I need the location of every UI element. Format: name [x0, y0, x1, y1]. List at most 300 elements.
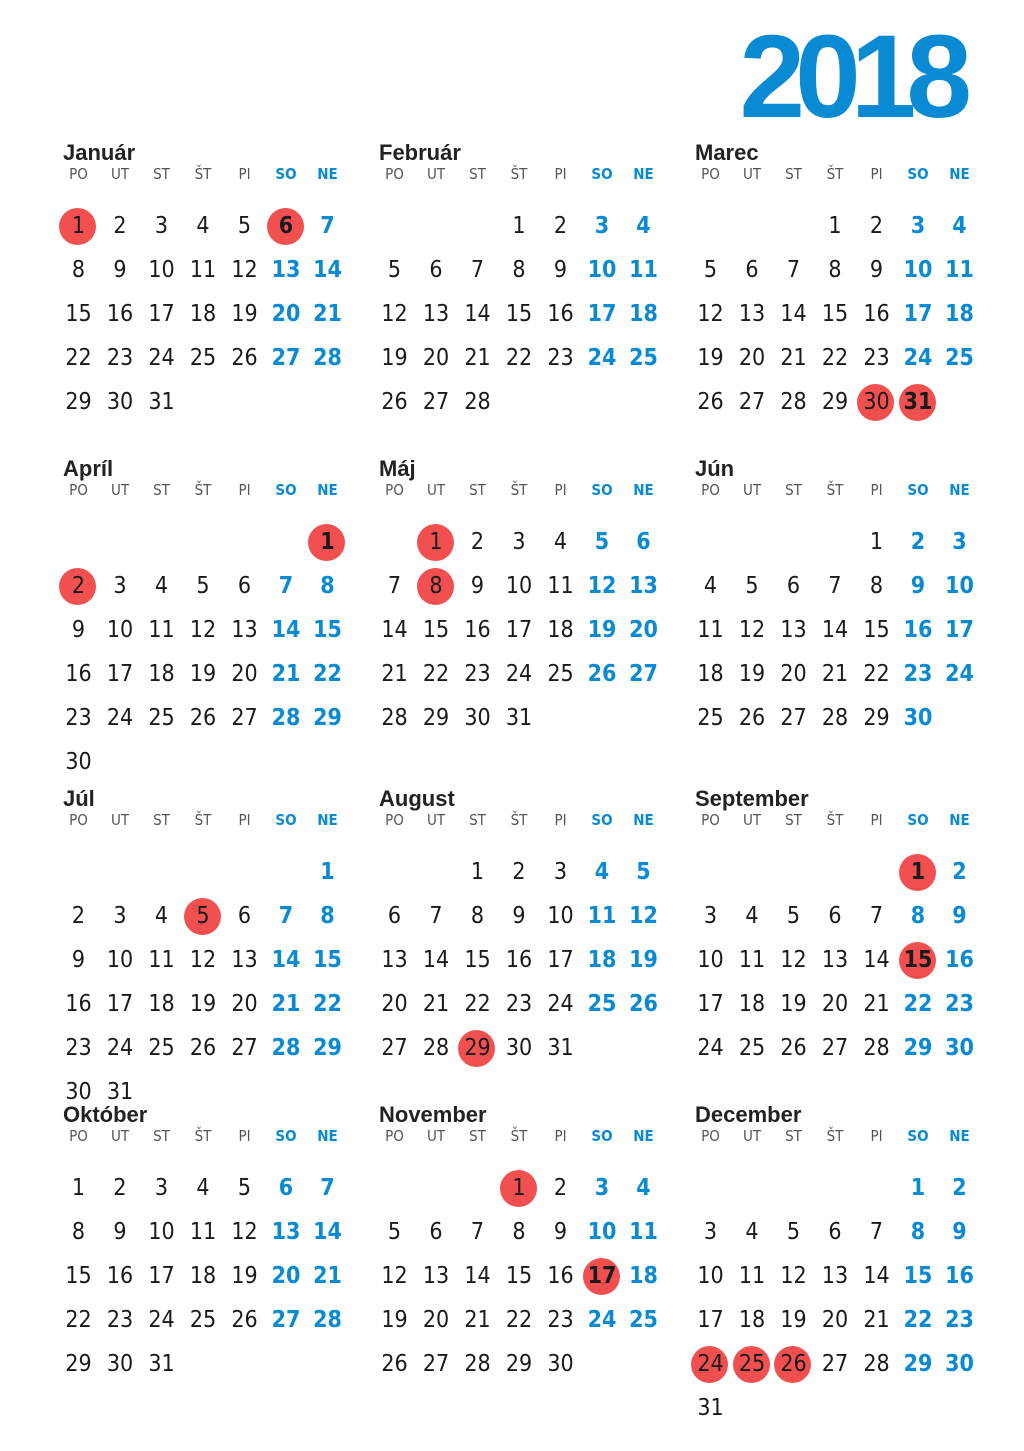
- day-cell: 10: [547, 903, 574, 929]
- year-title: 2018: [739, 11, 962, 143]
- day-cell: 6: [828, 1219, 842, 1245]
- day-cell: 11: [587, 903, 617, 929]
- day-cell: 13: [231, 617, 258, 643]
- day-cell: 10: [945, 573, 974, 599]
- day-cell: 18: [945, 301, 974, 327]
- day-cell: 17: [697, 1307, 724, 1333]
- day-cell: 7: [387, 573, 402, 599]
- day-cell: 14: [780, 301, 807, 327]
- weekday-header: NE: [949, 165, 970, 183]
- holiday-day: 1: [58, 206, 99, 246]
- day-cell: 12: [231, 1219, 258, 1245]
- day-cell: 29: [65, 1351, 92, 1377]
- day-cell: 12: [629, 903, 658, 929]
- day-cell: 23: [903, 661, 933, 687]
- month-name: December: [695, 1102, 802, 1127]
- day-cell: 21: [464, 345, 491, 371]
- day-cell: 26: [629, 991, 658, 1017]
- day-cell: 29: [863, 705, 890, 731]
- day-cell: 5: [786, 903, 801, 929]
- day-cell: 12: [381, 301, 408, 327]
- day-cell: 24: [587, 345, 617, 371]
- day-cell: 17: [587, 301, 617, 327]
- day-cell: 26: [381, 389, 408, 415]
- day-cell: 26: [697, 389, 724, 415]
- day-cell: 31: [547, 1035, 574, 1061]
- day-cell: 23: [945, 1307, 974, 1333]
- day-cell: 17: [547, 947, 574, 973]
- month-name: Február: [379, 140, 461, 165]
- day-cell: 31: [697, 1395, 724, 1421]
- weekday-header: PI: [870, 811, 883, 829]
- day-cell: 4: [154, 573, 169, 599]
- day-cell: 30: [106, 389, 134, 415]
- weekday-header: PI: [554, 1127, 567, 1145]
- day-cell: 30: [945, 1351, 974, 1377]
- day-cell: 7: [786, 257, 801, 283]
- day-cell: 29: [313, 1035, 342, 1061]
- weekday-header: SO: [275, 165, 297, 183]
- day-cell: 19: [780, 991, 807, 1017]
- month-name: Júl: [63, 786, 95, 811]
- day-cell: 15: [313, 947, 342, 973]
- weekday-header: ŠT: [194, 165, 212, 183]
- day-cell: 3: [594, 213, 610, 239]
- day-cell: 14: [821, 617, 849, 643]
- day-cell: 16: [903, 617, 933, 643]
- day-cell: 7: [429, 903, 443, 929]
- day-cell: 8: [320, 573, 335, 599]
- day-cell: 14: [381, 617, 408, 643]
- day-cell: 25: [697, 705, 724, 731]
- day-cell: 21: [821, 661, 849, 687]
- day-cell: 2: [952, 859, 967, 885]
- day-cell: 22: [903, 991, 933, 1017]
- weekday-header: PI: [554, 165, 567, 183]
- day-cell: 16: [863, 301, 890, 327]
- holiday-day: 8: [416, 566, 457, 606]
- day-cell: 31: [148, 389, 175, 415]
- day-cell: 6: [636, 529, 651, 555]
- day-cell: 21: [313, 1263, 342, 1289]
- weekday-header: PI: [238, 165, 251, 183]
- weekday-header: NE: [633, 481, 654, 499]
- day-cell: 5: [387, 257, 402, 283]
- day-cell: 11: [148, 617, 175, 643]
- day-cell: 13: [821, 1263, 849, 1289]
- day-cell: 13: [629, 573, 658, 599]
- month-name: November: [379, 1102, 487, 1127]
- day-cell: 22: [422, 661, 450, 687]
- day-cell: 26: [189, 1035, 217, 1061]
- day-cell: 30: [65, 749, 92, 775]
- day-cell: 19: [381, 345, 408, 371]
- day-cell: 15: [422, 617, 450, 643]
- day-cell: 27: [271, 1307, 301, 1333]
- day-cell: 6: [786, 573, 801, 599]
- day-cell: 17: [148, 301, 175, 327]
- day-cell: 27: [271, 345, 301, 371]
- day-cell: 3: [553, 859, 568, 885]
- weekday-header: SO: [275, 481, 297, 499]
- day-cell: 15: [903, 1263, 933, 1289]
- day-cell: 13: [271, 257, 301, 283]
- day-cell: 22: [821, 345, 849, 371]
- weekday-header: NE: [633, 811, 654, 829]
- day-cell: 4: [196, 1175, 210, 1201]
- weekday-header: UT: [742, 811, 762, 829]
- day-cell: 25: [148, 705, 175, 731]
- weekday-header: NE: [633, 1127, 654, 1145]
- weekday-header: UT: [426, 1127, 446, 1145]
- day-cell: 2: [113, 1175, 127, 1201]
- holiday-day: 31: [898, 382, 939, 422]
- day-cell: 19: [780, 1307, 807, 1333]
- day-cell: 8: [869, 573, 884, 599]
- day-cell: 2: [71, 903, 86, 929]
- day-cell: 7: [320, 213, 335, 239]
- day-cell: 10: [505, 573, 533, 599]
- day-cell: 6: [387, 903, 402, 929]
- day-cell: 11: [697, 617, 724, 643]
- day-cell: 1: [828, 213, 842, 239]
- day-cell: 30: [464, 705, 491, 731]
- weekday-header: SO: [591, 165, 613, 183]
- day-cell: 18: [148, 661, 175, 687]
- day-cell: 26: [381, 1351, 408, 1377]
- day-cell: 29: [422, 705, 450, 731]
- day-cell: 28: [313, 345, 342, 371]
- month-name: September: [695, 786, 809, 811]
- day-cell: 24: [505, 661, 533, 687]
- day-cell: 21: [863, 1307, 890, 1333]
- day-cell: 16: [106, 301, 134, 327]
- day-cell: 27: [422, 389, 450, 415]
- day-cell: 5: [745, 573, 759, 599]
- day-cell: 14: [313, 1219, 342, 1245]
- weekday-header: ST: [469, 1127, 486, 1145]
- day-cell: 19: [231, 1263, 258, 1289]
- day-cell: 25: [587, 991, 617, 1017]
- day-cell: 27: [381, 1035, 408, 1061]
- weekday-header: NE: [317, 481, 338, 499]
- weekday-header: SO: [907, 481, 929, 499]
- weekday-header: PO: [385, 811, 404, 829]
- day-cell: 19: [629, 947, 658, 973]
- day-cell: 12: [189, 617, 217, 643]
- day-cell: 11: [189, 1219, 217, 1245]
- day-cell: 7: [470, 257, 485, 283]
- day-cell: 2: [113, 213, 127, 239]
- day-cell: 9: [71, 947, 86, 973]
- day-cell: 18: [148, 991, 175, 1017]
- weekday-header: PO: [385, 165, 404, 183]
- day-cell: 8: [320, 903, 335, 929]
- weekday-header: PO: [69, 811, 88, 829]
- weekday-header: SO: [591, 481, 613, 499]
- day-cell: 21: [464, 1307, 491, 1333]
- weekday-header: SO: [275, 811, 297, 829]
- day-cell: 19: [231, 301, 258, 327]
- day-cell: 10: [106, 617, 134, 643]
- day-cell: 15: [505, 301, 533, 327]
- weekday-header: ST: [785, 811, 802, 829]
- day-cell: 23: [863, 345, 890, 371]
- day-cell: 29: [821, 389, 849, 415]
- holiday-day: 29: [457, 1028, 498, 1068]
- weekday-header: PO: [701, 1127, 720, 1145]
- day-cell: 28: [863, 1351, 890, 1377]
- weekday-header: ST: [153, 165, 170, 183]
- day-cell: 26: [780, 1035, 807, 1061]
- day-cell: 3: [113, 573, 127, 599]
- day-cell: 16: [945, 1263, 974, 1289]
- day-cell: 15: [65, 301, 92, 327]
- weekday-header: PI: [238, 1127, 251, 1145]
- day-cell: 2: [470, 529, 485, 555]
- day-cell: 11: [189, 257, 217, 283]
- day-cell: 16: [547, 1263, 574, 1289]
- day-cell: 6: [237, 903, 252, 929]
- day-cell: 21: [271, 661, 301, 687]
- weekday-header: PO: [69, 481, 88, 499]
- day-cell: 5: [703, 257, 718, 283]
- day-cell: 18: [738, 1307, 766, 1333]
- weekday-header: ST: [469, 165, 486, 183]
- holiday-day: 17: [582, 1256, 623, 1296]
- weekday-header: PO: [69, 1127, 88, 1145]
- day-cell: 9: [910, 573, 926, 599]
- day-cell: 1: [470, 859, 485, 885]
- day-cell: 9: [553, 1219, 568, 1245]
- day-cell: 9: [952, 903, 967, 929]
- weekday-header: PI: [554, 481, 567, 499]
- day-cell: 15: [313, 617, 342, 643]
- day-cell: 4: [154, 903, 169, 929]
- weekday-header: PI: [238, 481, 251, 499]
- holiday-day: 15: [898, 940, 939, 980]
- day-cell: 22: [313, 991, 342, 1017]
- day-cell: 1: [71, 1175, 86, 1201]
- day-cell: 21: [780, 345, 807, 371]
- day-cell: 27: [231, 705, 258, 731]
- day-cell: 29: [65, 389, 92, 415]
- day-cell: 3: [113, 903, 127, 929]
- day-cell: 26: [587, 661, 617, 687]
- day-cell: 5: [786, 1219, 801, 1245]
- month-name: Jún: [695, 456, 735, 481]
- day-cell: 22: [505, 345, 533, 371]
- holiday-day: 2: [58, 566, 99, 606]
- day-cell: 8: [512, 257, 526, 283]
- weekday-header: ŠT: [194, 811, 212, 829]
- weekday-header: SO: [275, 1127, 297, 1145]
- day-cell: 9: [869, 257, 884, 283]
- day-cell: 18: [629, 1263, 658, 1289]
- day-cell: 13: [231, 947, 258, 973]
- day-cell: 10: [587, 257, 617, 283]
- day-cell: 19: [587, 617, 617, 643]
- day-cell: 29: [903, 1035, 933, 1061]
- day-cell: 16: [106, 1263, 134, 1289]
- day-cell: 8: [71, 257, 86, 283]
- weekday-header: NE: [949, 1127, 970, 1145]
- day-cell: 16: [505, 947, 533, 973]
- day-cell: 22: [464, 991, 491, 1017]
- day-cell: 27: [780, 705, 807, 731]
- weekday-header: ŠT: [826, 811, 844, 829]
- day-cell: 14: [464, 301, 491, 327]
- day-cell: 14: [422, 947, 450, 973]
- day-cell: 17: [945, 617, 974, 643]
- weekday-header: SO: [591, 811, 613, 829]
- weekday-header: ST: [153, 1127, 170, 1145]
- day-cell: 20: [629, 617, 658, 643]
- day-cell: 20: [738, 345, 766, 371]
- day-cell: 4: [703, 573, 718, 599]
- day-cell: 24: [945, 661, 974, 687]
- weekday-header: PI: [870, 165, 883, 183]
- day-cell: 1: [320, 859, 335, 885]
- day-cell: 11: [738, 947, 766, 973]
- day-cell: 23: [106, 1307, 134, 1333]
- day-cell: 9: [113, 1219, 127, 1245]
- month-name: Október: [63, 1102, 148, 1127]
- day-cell: 11: [945, 257, 974, 283]
- day-cell: 26: [231, 345, 258, 371]
- day-cell: 22: [863, 661, 890, 687]
- holiday-day: 1: [499, 1168, 540, 1208]
- day-cell: 10: [148, 257, 175, 283]
- day-cell: 3: [910, 213, 926, 239]
- day-cell: 23: [65, 705, 92, 731]
- day-cell: 30: [945, 1035, 974, 1061]
- weekday-header: ŠT: [510, 165, 528, 183]
- day-cell: 17: [903, 301, 933, 327]
- day-cell: 27: [422, 1351, 450, 1377]
- day-cell: 20: [231, 661, 258, 687]
- day-cell: 16: [464, 617, 491, 643]
- day-cell: 26: [231, 1307, 258, 1333]
- month-name: Marec: [695, 140, 759, 165]
- weekday-header: NE: [633, 165, 654, 183]
- day-cell: 19: [697, 345, 724, 371]
- day-cell: 21: [422, 991, 450, 1017]
- day-cell: 16: [547, 301, 574, 327]
- day-cell: 10: [697, 1263, 724, 1289]
- weekday-header: PO: [701, 481, 720, 499]
- day-cell: 30: [106, 1351, 134, 1377]
- day-cell: 30: [547, 1351, 574, 1377]
- weekday-header: UT: [742, 481, 762, 499]
- day-cell: 13: [381, 947, 408, 973]
- day-cell: 20: [780, 661, 807, 687]
- day-cell: 15: [505, 1263, 533, 1289]
- day-cell: 2: [553, 1175, 568, 1201]
- day-cell: 7: [278, 573, 294, 599]
- day-cell: 9: [952, 1219, 967, 1245]
- day-cell: 15: [464, 947, 491, 973]
- day-cell: 12: [381, 1263, 408, 1289]
- day-cell: 31: [505, 705, 533, 731]
- day-cell: 28: [780, 389, 807, 415]
- day-cell: 11: [629, 257, 658, 283]
- day-cell: 26: [738, 705, 766, 731]
- day-cell: 16: [65, 661, 92, 687]
- day-cell: 22: [313, 661, 342, 687]
- day-cell: 22: [65, 1307, 92, 1333]
- weekday-header: ŠT: [510, 1127, 528, 1145]
- day-cell: 20: [271, 1263, 301, 1289]
- day-cell: 9: [553, 257, 568, 283]
- day-cell: 15: [863, 617, 890, 643]
- day-cell: 3: [594, 1175, 610, 1201]
- holiday-day: 30: [856, 382, 897, 422]
- weekday-header: UT: [110, 165, 130, 183]
- day-cell: 8: [71, 1219, 86, 1245]
- day-cell: 28: [381, 705, 408, 731]
- day-cell: 28: [271, 1035, 301, 1061]
- weekday-header: UT: [426, 811, 446, 829]
- day-cell: 8: [828, 257, 842, 283]
- weekday-header: PI: [870, 1127, 883, 1145]
- weekday-header: SO: [591, 1127, 613, 1145]
- day-cell: 31: [148, 1351, 175, 1377]
- holiday-day: 24: [690, 1344, 731, 1384]
- day-cell: 17: [697, 991, 724, 1017]
- day-cell: 3: [154, 213, 169, 239]
- day-cell: 12: [231, 257, 258, 283]
- day-cell: 13: [422, 301, 450, 327]
- day-cell: 23: [106, 345, 134, 371]
- day-cell: 14: [271, 947, 301, 973]
- day-cell: 12: [587, 573, 617, 599]
- holiday-day: 1: [416, 522, 457, 562]
- day-cell: 18: [697, 661, 724, 687]
- day-cell: 20: [821, 991, 849, 1017]
- day-cell: 25: [945, 345, 974, 371]
- day-cell: 26: [189, 705, 217, 731]
- day-cell: 2: [910, 529, 926, 555]
- day-cell: 20: [381, 991, 408, 1017]
- day-cell: 2: [869, 213, 884, 239]
- day-cell: 9: [512, 903, 526, 929]
- day-cell: 23: [547, 345, 574, 371]
- weekday-header: SO: [907, 165, 929, 183]
- day-cell: 19: [189, 991, 217, 1017]
- weekday-header: SO: [907, 1127, 929, 1145]
- day-cell: 1: [512, 213, 526, 239]
- day-cell: 6: [745, 257, 759, 283]
- weekday-header: NE: [949, 811, 970, 829]
- day-cell: 10: [903, 257, 933, 283]
- day-cell: 27: [821, 1351, 849, 1377]
- day-cell: 25: [738, 1035, 766, 1061]
- weekday-header: NE: [317, 1127, 338, 1145]
- weekday-header: UT: [426, 165, 446, 183]
- day-cell: 20: [271, 301, 301, 327]
- day-cell: 4: [745, 903, 759, 929]
- day-cell: 18: [629, 301, 658, 327]
- day-cell: 2: [952, 1175, 967, 1201]
- day-cell: 2: [512, 859, 526, 885]
- day-cell: 25: [547, 661, 574, 687]
- day-cell: 6: [828, 903, 842, 929]
- weekday-header: PO: [69, 165, 88, 183]
- weekday-header: ŠT: [510, 811, 528, 829]
- weekday-header: ŠT: [826, 165, 844, 183]
- weekday-header: ST: [785, 165, 802, 183]
